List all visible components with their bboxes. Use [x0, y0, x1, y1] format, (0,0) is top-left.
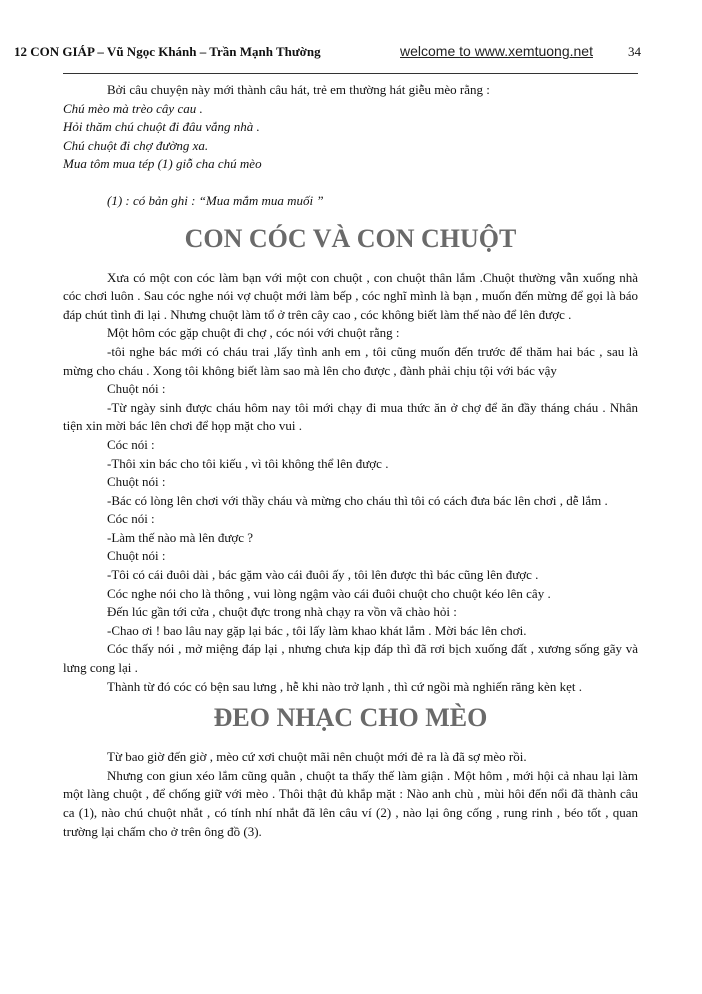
- story-title-con-coc: CON CÓC VÀ CON CHUỘT: [184, 223, 517, 253]
- paragraph: -Tôi có cái đuôi dài , bác gặm vào cái đuôi ấy , tôi lên được thì bác cũng lên được .: [107, 567, 539, 583]
- paragraph: -Thôi xin bác cho tôi kiếu , vì tôi không thể lên được .: [107, 455, 389, 471]
- header-divider: [63, 73, 638, 74]
- paragraph: Cóc thấy nói , mở miệng đáp lại , nhưng chưa kịp đáp thì đã rơi bịch xuống đất , xương sống gãy và lưng cong lại .: [63, 641, 638, 676]
- page-number: 34: [628, 44, 641, 59]
- website-link[interactable]: welcome to www.xemtuong.net: [400, 43, 593, 59]
- spacer: [63, 174, 638, 192]
- paragraph: Đến lúc gần tới cửa , chuột đực trong nhà chạy ra vồn vã chào hỏi :: [107, 604, 457, 620]
- paragraph: Chuột nói :: [107, 381, 166, 397]
- paragraph: Chuột nói :: [107, 474, 166, 490]
- paragraph: Từ bao giờ đến giờ , mèo cứ xơi chuột mãi nên chuột mới đẻ ra là đã sợ mèo rồi.: [107, 749, 527, 765]
- paragraph: Xưa có một con cóc làm bạn với một con chuột , con chuột thân lắm .Chuột thường vẫn xuống nhà cóc chơi luôn . Sau cóc nghe nói vợ chuột mới làm bếp , cóc nghĩ mình là bạn , muốn đến mừng để gọi là báo đáp chút tình đi lại . Nhưng chuột làm tổ ở trên cây cao , cóc không biết làm thế nào để lên được .: [63, 269, 638, 322]
- paragraph: Nhưng con giun xéo lắm cũng quằn , chuột ta thấy thế làm giận . Một hôm , mới hội cả nhau lại làm một làng chuột , để chống giữ với mèo . Thôi thật đủ khắp mặt : Nào anh chù , mùi hôi đến nổi đã thành câu ca (1), nào chú chuột nhắt , có tính nhí nhắt đã lên câu ví (2) , nào lại ông cống , rung rinh , béo tốt , quan trường lại chấm cho ở trên ông đồ (3).: [63, 767, 638, 839]
- page-header: [14, 43, 641, 66]
- page-body: [63, 81, 638, 841]
- verse-line-4: Mua tôm mua tép (1) giỗ cha chú mèo: [63, 156, 262, 172]
- verse-line-1: Chú mèo mà trèo cây cau .: [63, 100, 203, 116]
- book-title-header: 12 CON GIÁP – Vũ Ngọc Khánh – Trần Mạnh Thường: [14, 44, 321, 59]
- paragraph: -Làm thế nào mà lên được ?: [107, 529, 254, 545]
- paragraph: -Chao ơi ! bao lâu nay gặp lại bác , tôi lấy làm khao khát lắm . Mời bác lên chơi.: [107, 622, 527, 638]
- verse-line-3: Chú chuột đi chợ đường xa.: [63, 137, 209, 153]
- paragraph: Chuột nói :: [107, 548, 166, 564]
- paragraph: Cóc nghe nói cho là thông , vui lòng ngậm vào cái đuôi chuột cho chuột kéo lên cây .: [107, 585, 551, 601]
- paragraph: Cóc nói :: [107, 436, 155, 452]
- footnote: (1) : có bản ghi : “Mua mắm mua muối ”: [107, 192, 324, 208]
- verse-line-2: Hỏi thăm chú chuột đi đâu vắng nhà .: [63, 119, 260, 135]
- paragraph: -Từ ngày sinh được cháu hôm nay tôi mới chạy đi mua thức ăn ở chợ để ăn đầy tháng cháu . Nhân tiện xin mời bác lên chơi để họp mặt cho vui .: [63, 399, 638, 434]
- paragraph: -Bác có lòng lên chơi với thầy cháu và mừng cho cháu thì tôi có cách đưa bác lên chơi , dễ lắm .: [107, 492, 608, 508]
- paragraph: Cóc nói :: [107, 511, 155, 527]
- paragraph: -tôi nghe bác mới có cháu trai ,lấy tình anh em , tôi cũng muốn đến trước để thăm hai bác , sau là mừng cho cháu . Xong tôi không biết làm sao mà lên cho được , đành phải chịu tội với bác vậy: [63, 343, 638, 378]
- paragraph: Một hôm cóc gặp chuột đi chợ , cóc nói với chuột rằng :: [107, 325, 400, 341]
- intro-lead: Bởi câu chuyện này mới thành câu hát, trẻ em thường hát giễu mèo rằng :: [107, 82, 490, 97]
- paragraph: Thành từ đó cóc có bện sau lưng , hễ khi nào trở lạnh , thì cứ ngồi mà nghiến răng kèn kẹt .: [107, 678, 582, 694]
- story-title-deo-nhac: ĐEO NHẠC CHO MÈO: [213, 703, 488, 733]
